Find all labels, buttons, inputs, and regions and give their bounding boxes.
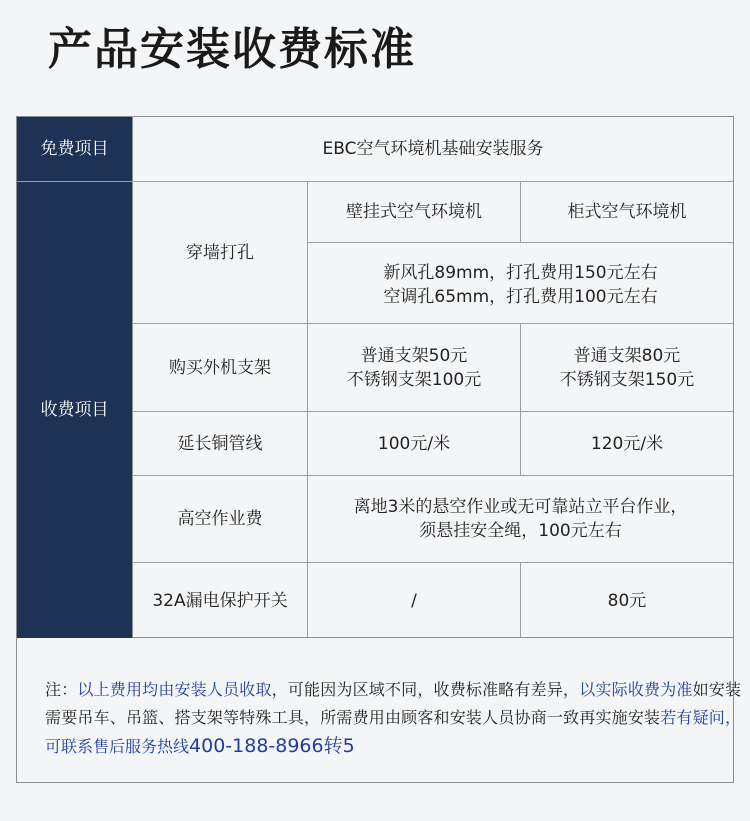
drilling-line-1: 新风孔89mm，打孔费用150元左右 [383,263,658,283]
bracket-wall-line-1: 普通支架50元 [360,345,468,366]
note-highlight-3: 若有疑问，可联系售后服务热线 [45,708,741,756]
bracket-wall-value [308,324,520,411]
note-box [16,638,741,783]
divider [133,323,733,324]
breaker-wall-value: / [411,590,417,611]
divider [520,182,521,242]
divider [520,324,521,475]
height-work-line-1: 离地3米的悬空作业或无可靠站立平台作业， [353,497,688,517]
note-part-4: 如安装需要吊车、吊篮、搭支架等特殊工具，所需费用由顾客和安装人员协商一致再实施安装 [45,680,741,727]
note-highlight-2: 以实际收费为准 [579,680,693,699]
service-hotline: 400-188-8966转5 [189,735,355,757]
note-prefix: 注： [45,680,78,699]
divider [133,475,733,476]
height-work-value [308,476,733,562]
height-work-line-2: 须悬挂安全绳，100元左右 [419,521,622,541]
breaker-cabinet-value: 80元 [607,590,647,611]
drilling-label: 穿墙打孔 [186,242,254,263]
divider [17,181,733,182]
drilling-line-2: 空调孔65mm，打孔费用100元左右 [383,287,658,307]
divider [307,182,308,637]
free-service-value: EBC空气环境机基础安装服务 [322,139,544,159]
divider [133,411,733,412]
bracket-cabinet-line-2: 不锈钢支架150元 [559,369,695,390]
fee-table [16,116,734,638]
bracket-wall-line-2: 不锈钢支架100元 [346,369,482,390]
divider [520,563,521,637]
charge-items-label: 收费项目 [17,182,132,638]
height-work-label: 高空作业费 [177,509,263,529]
bracket-label: 购买外机支架 [169,357,271,378]
column-header-cabinet: 柜式空气环境机 [567,202,687,222]
divider [308,242,733,243]
note-text [45,676,741,761]
divider [132,117,133,637]
pipe-wall-value: 100元/米 [377,433,451,454]
free-items-label: 免费项目 [17,117,132,181]
pipe-cabinet-value: 120元/米 [590,433,664,454]
pipe-label: 延长铜管线 [177,433,263,454]
divider [133,562,733,563]
bracket-cabinet-line-1: 普通支架80元 [573,345,681,366]
drilling-value [308,243,733,323]
note-highlight-1: 以上费用均由安装人员收取 [77,680,272,699]
note-part-2: ，可能因为区域不同，收费标准略有差异， [271,680,580,699]
column-header-wall: 壁挂式空气环境机 [346,202,482,222]
breaker-label: 32A漏电保护开关 [152,590,288,611]
bracket-cabinet-value [521,324,733,411]
page-title: 产品安装收费标准 [48,24,416,75]
